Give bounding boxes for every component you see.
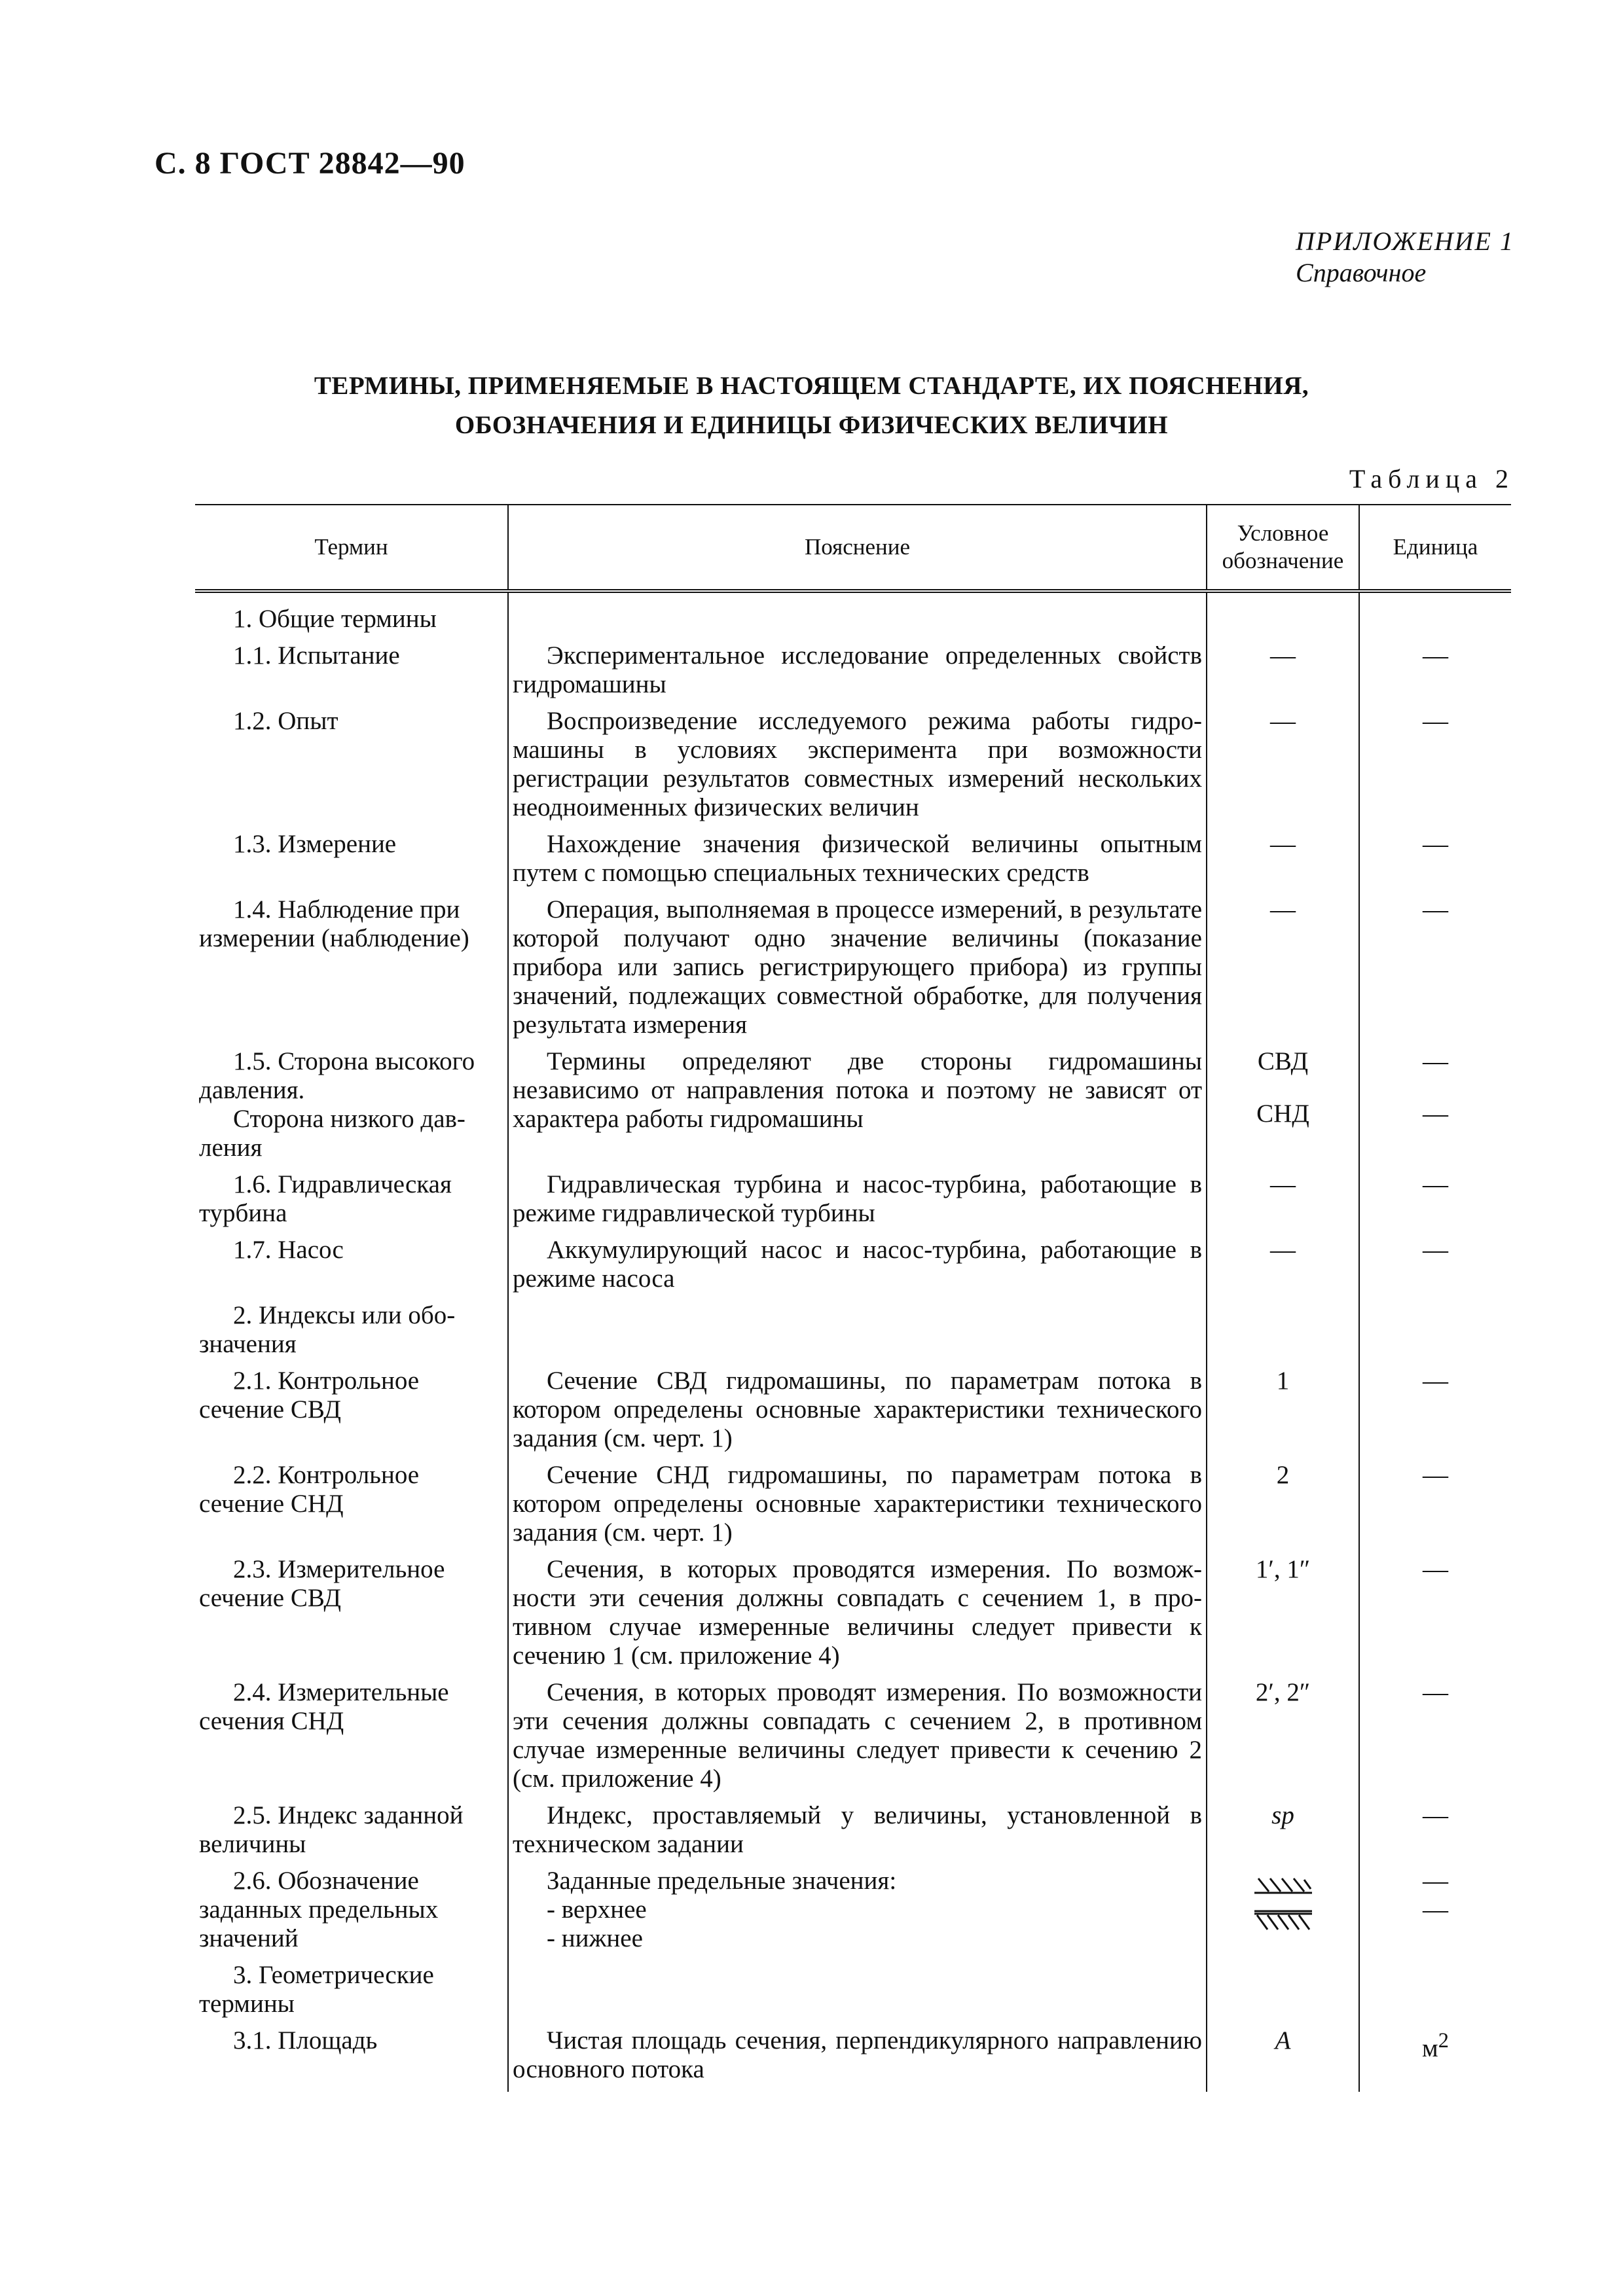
title-line-1: ТЕРМИНЫ, ПРИМЕНЯЕМЫЕ В НАСТОЯЩЕМ СТАНДАРТЕ, ИХ ПОЯСНЕНИЯ, [314,372,1309,400]
unit-cell: — [1359,1555,1511,1678]
symbol-cell [1207,1867,1359,1961]
term-cell: 1.6. Гидравлическая турбина [199,1170,452,1227]
title-line-2: ОБОЗНАЧЕНИЯ И ЕДИНИЦЫ ФИЗИЧЕСКИХ ВЕЛИЧИН [454,411,1169,439]
header-term: Термин [195,505,508,591]
unit-cell [1359,2026,1511,2092]
term-cell: 2.4. Измерительные сечения СНД [199,1678,449,1735]
explanation-cell: Сечения, в которых проводятся измерения. По возможности эти сечения должны совпадать с сечением 1, в противном случае измеренные величины следует привести к сечению 1 (см. приложение 4) [508,1555,1207,1678]
unit-cell: — [1359,707,1511,830]
explanation-cell: Нахождение значения физической величины опытным путем с помощью специальных технических средств [508,830,1207,895]
header-unit: Единица [1359,505,1511,591]
term-cell: 2.5. Индекс заданной величины [199,1801,464,1858]
explanation-cell [508,591,1207,641]
unit-upper: — [1423,1867,1448,1895]
explanation-cell: Аккумулирующий насос и насос-турбина, работающие в режиме насоса [508,1236,1207,1301]
symbol-cell: — [1207,1236,1359,1301]
unit-cell: — [1359,1461,1511,1555]
symbol-cell: — [1207,895,1359,1047]
table-row [195,895,1511,1047]
header-symbol: Условное обозначение [1207,505,1359,591]
symbol-cell: 2 [1207,1461,1359,1555]
term-cell: 1.1. Испытание [233,641,400,670]
unit-snd: — [1423,1100,1448,1128]
term-cell: 2.3. Измерительное сечение СВД [199,1555,445,1612]
table-row [195,1301,1511,1367]
explanation-cell [508,1961,1207,2026]
limit-upper: - верхнее [547,1895,647,1924]
explanation-cell: Операция, выполняемая в процессе измерений, в результате которой получают одно значение величины (показание прибора или запись регистрирующего прибора) из группы значений, подлежащих совместной обработке, для получения результата измерения [508,895,1207,1047]
term-cell: 1.4. Наблюдение при измерении (наблюдение) [199,895,469,952]
symbol-cell [1207,1047,1359,1170]
table-row [195,1867,1511,1961]
unit-cell: — [1359,1678,1511,1801]
symbol-cell: — [1207,1170,1359,1236]
unit-cell [1359,1867,1511,1961]
term-cell: 2. Индексы или обозначения [199,1301,456,1358]
unit-cell: — [1359,1236,1511,1301]
appendix-number: ПРИЛОЖЕНИЕ 1 [1296,226,1514,256]
explanation-cell [508,1867,1207,1961]
term-cell: 3.1. Площадь [233,2026,378,2054]
explanation-cell: Гидравлическая турбина и насос-турбина, работающие в режиме гидравлической турбины [508,1170,1207,1236]
symbol-cell: — [1207,707,1359,830]
unit-lower: — [1423,1895,1448,1924]
symbol-cell: — [1207,830,1359,895]
unit-cell [1359,591,1511,641]
lower-limit-mark [1254,1911,1312,1929]
table-label: Таблица 2 [1349,464,1514,493]
terms-table [195,504,1511,2092]
explanation-cell: Термины определяют две стороны гидромашины независимо от направления потока и поэтому не зависят от характера работы гидромашины [508,1047,1207,1170]
term-cell: 1.7. Насос [233,1236,344,1264]
unit-value: м [1422,2034,1438,2062]
table-row [195,1461,1511,1555]
explanation-cell: Воспроизведение исследуемого режима работы гидромашины в условиях эксперимента при возможности регистрации результатов совместных измерений нескольких неодноименных физических величин [508,707,1207,830]
symbol-cell [1207,591,1359,641]
symbol-cell: 2′, 2″ [1207,1678,1359,1801]
symbol-cell: A [1207,2026,1359,2092]
table-row [195,1801,1511,1867]
term-low-pressure: Сторона низкого давления [199,1105,465,1162]
table-row [195,1555,1511,1678]
term-cell: 2.6. Обозначение заданных предельных значений [199,1867,439,1952]
table-row [195,591,1511,641]
symbol-snd: СНД [1256,1100,1309,1128]
term-high-pressure: 1.5. Сторона высокого давления. [199,1047,475,1104]
symbol-cell: sp [1207,1801,1359,1867]
unit-cell [1359,1047,1511,1170]
symbol-cell [1207,1961,1359,2026]
term-cell: 1.3. Измерение [233,830,397,858]
appendix-label [1296,226,1514,289]
term-cell: 1.2. Опыт [233,707,338,735]
table-row [195,1047,1511,1170]
unit-cell: — [1359,1170,1511,1236]
explanation-cell: Индекс, проставляемый у величины, установленной в техническом задании [508,1801,1207,1867]
limit-lower: - нижнее [547,1924,643,1952]
document-title [0,367,1623,445]
unit-cell [1359,1961,1511,2026]
table-row [195,1961,1511,2026]
unit-svd: — [1423,1047,1448,1075]
limit-values-intro: Заданные предельные значения: [547,1867,897,1895]
term-cell: 3. Геометрические термины [199,1961,434,2018]
table-row [195,1678,1511,1801]
symbol-cell [1207,1301,1359,1367]
unit-cell: — [1359,1367,1511,1461]
term-cell: 1. Общие термины [233,605,437,633]
unit-exponent: 2 [1438,2029,1449,2053]
explanation-cell: Сечение СНД гидромашины, по параметрам потока в котором определены основные характеристики технического задания (см. черт. 1) [508,1461,1207,1555]
table-row [195,1170,1511,1236]
unit-cell: — [1359,1801,1511,1867]
table-row [195,707,1511,830]
term-cell: 2.2. Контрольное сечение СНД [199,1461,420,1518]
header-explanation: Пояснение [508,505,1207,591]
table-row [195,1236,1511,1301]
table-row [195,1367,1511,1461]
table-row [195,2026,1511,2092]
unit-cell: — [1359,641,1511,707]
table-header-row [195,505,1511,591]
explanation-cell [508,1301,1207,1367]
unit-cell: — [1359,830,1511,895]
symbol-cell: 1 [1207,1367,1359,1461]
table-row [195,641,1511,707]
table-row [195,830,1511,895]
appendix-type: Справочное [1296,258,1427,287]
term-cell: 2.1. Контрольное сечение СВД [199,1367,420,1424]
explanation-cell: Сечения, в которых проводят измерения. По возможности эти сечения должны совпадать с сечением 2, в противном случае измеренные величины следует привести к сечению 2 (см. приложение 4) [508,1678,1207,1801]
term-cell [195,1047,508,1170]
explanation-cell: Сечение СВД гидромашины, по параметрам потока в котором определены основные характеристики технического задания (см. черт. 1) [508,1367,1207,1461]
symbol-svd: СВД [1257,1047,1309,1075]
symbol-cell: 1′, 1″ [1207,1555,1359,1678]
unit-cell [1359,1301,1511,1367]
explanation-cell: Чистая площадь сечения, перпендикулярного направлению основного потока [508,2026,1207,2092]
page-header: С. 8 ГОСТ 28842—90 [155,146,465,181]
explanation-cell: Экспериментальное исследование определенных свойств гидромашины [508,641,1207,707]
upper-limit-hatch-icon [1252,1873,1315,1932]
upper-limit-mark [1254,1878,1312,1893]
unit-cell: — [1359,895,1511,1047]
symbol-cell: — [1207,641,1359,707]
